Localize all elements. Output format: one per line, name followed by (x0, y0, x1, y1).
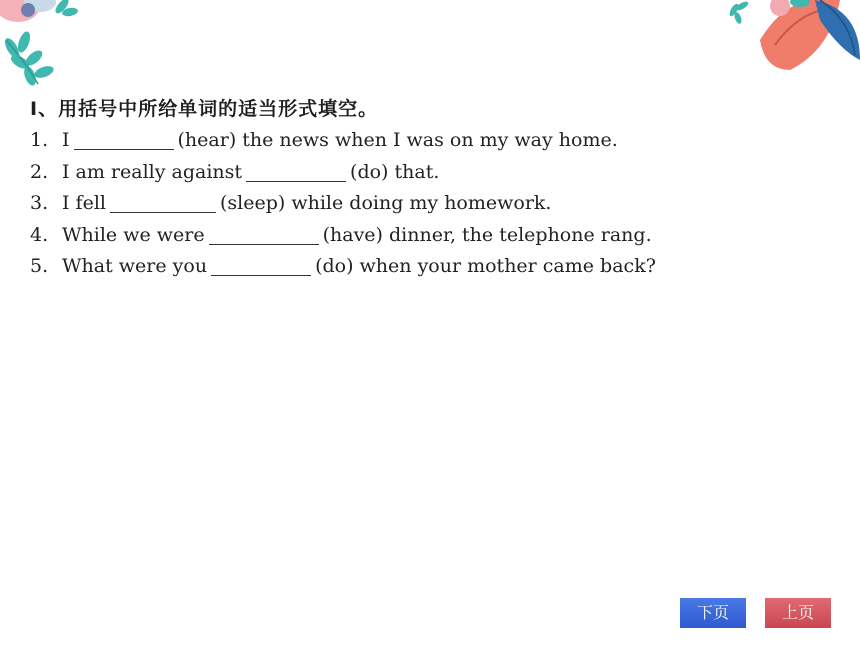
question-number: 3. (30, 192, 49, 215)
question-hint: (do) (350, 160, 389, 183)
floral-decoration-top-right-icon (720, 0, 860, 80)
question-text-before: While we were (62, 223, 205, 246)
answer-blank[interactable] (74, 127, 174, 150)
question-number: 5. (30, 255, 49, 278)
question-text-before: I am really against (62, 160, 243, 183)
question-hint: (do) (315, 255, 354, 278)
question-number: 1. (30, 129, 49, 151)
question-hint: (have) (322, 223, 383, 246)
question-item (30, 125, 656, 157)
question-item (30, 188, 656, 220)
answer-blank[interactable] (246, 159, 346, 182)
question-hint: (hear) (177, 129, 237, 151)
question-item (30, 251, 656, 283)
question-hint: (sleep) (219, 192, 286, 215)
section-title: Ⅰ、用括号中所给单词的适当形式填空。 (30, 98, 379, 120)
floral-decoration-top-left-icon (0, 0, 120, 100)
question-list (30, 125, 656, 283)
previous-page-button[interactable]: 上页 (765, 598, 831, 628)
question-number: 2. (30, 160, 49, 183)
question-item (30, 157, 656, 189)
question-text-before: What were you (62, 255, 208, 278)
question-text-after: the news when I was on my way home. (242, 129, 618, 151)
question-text-before: I fell (62, 192, 106, 215)
question-text-after: dinner, the telephone rang. (389, 223, 652, 246)
question-item (30, 220, 656, 252)
answer-blank[interactable] (110, 190, 216, 213)
answer-blank[interactable] (211, 253, 311, 276)
next-page-button[interactable]: 下页 (680, 598, 746, 628)
question-number: 4. (30, 223, 49, 246)
answer-blank[interactable] (209, 222, 319, 245)
question-text-after: when your mother came back? (359, 255, 656, 278)
question-text-after: that. (394, 160, 440, 183)
question-text-before: I (62, 129, 70, 151)
question-text-after: while doing my homework. (291, 192, 552, 215)
